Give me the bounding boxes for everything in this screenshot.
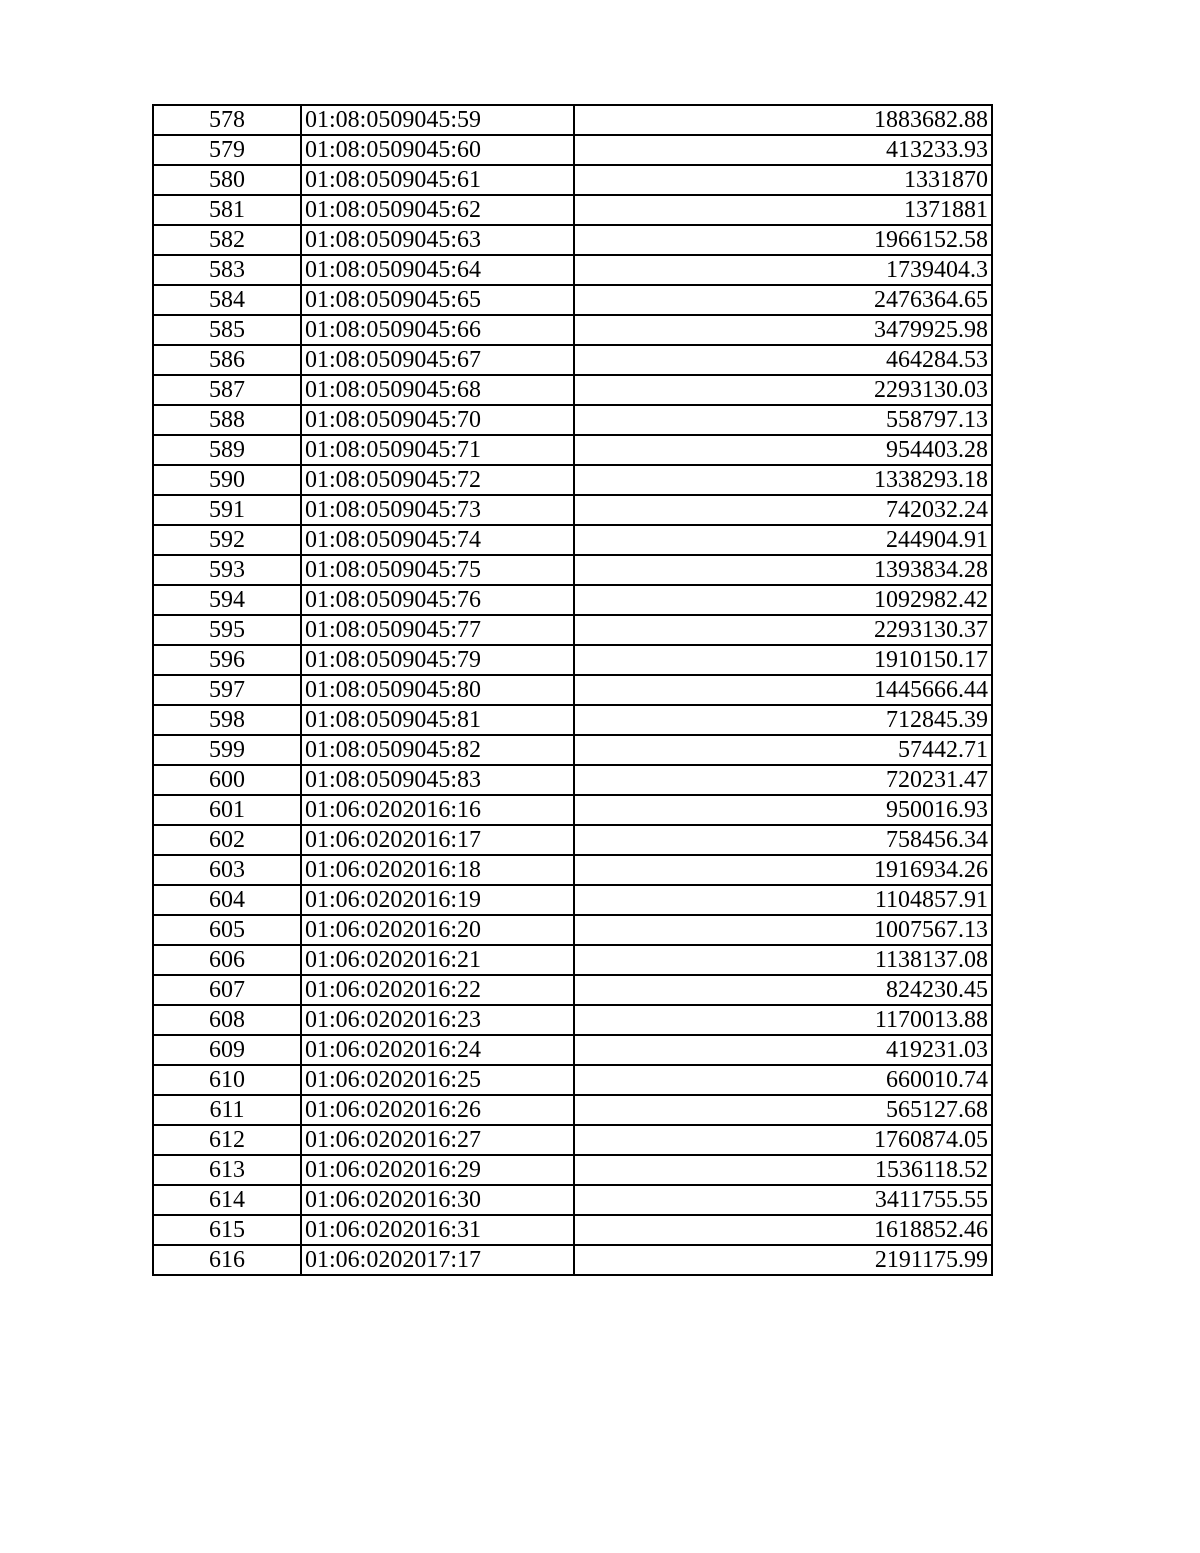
cadastral-number-cell: 01:08:0509045:65: [301, 285, 574, 315]
table-row: [153, 1035, 992, 1065]
cadastral-number-cell: 01:08:0509045:66: [301, 315, 574, 345]
table-row: [153, 615, 992, 645]
row-number-cell: 600: [153, 765, 301, 795]
row-number-cell: 602: [153, 825, 301, 855]
row-number-cell: 581: [153, 195, 301, 225]
amount-cell: 1092982.42: [574, 585, 992, 615]
row-number-cell: 586: [153, 345, 301, 375]
table-row: [153, 1005, 992, 1035]
row-number-cell: 594: [153, 585, 301, 615]
amount-cell: 413233.93: [574, 135, 992, 165]
row-number-cell: 605: [153, 915, 301, 945]
amount-cell: 2191175.99: [574, 1245, 992, 1275]
row-number-cell: 607: [153, 975, 301, 1005]
amount-cell: 3411755.55: [574, 1185, 992, 1215]
cadastral-number-cell: 01:06:0202016:22: [301, 975, 574, 1005]
table-row: [153, 1155, 992, 1185]
row-number-cell: 601: [153, 795, 301, 825]
cadastral-number-cell: 01:08:0509045:61: [301, 165, 574, 195]
cadastral-number-cell: 01:08:0509045:70: [301, 405, 574, 435]
cadastral-number-cell: 01:08:0509045:81: [301, 705, 574, 735]
table-row: [153, 765, 992, 795]
table-row: [153, 255, 992, 285]
row-number-cell: 613: [153, 1155, 301, 1185]
cadastral-number-cell: 01:06:0202016:27: [301, 1125, 574, 1155]
cadastral-number-cell: 01:06:0202017:17: [301, 1245, 574, 1275]
amount-cell: 2293130.37: [574, 615, 992, 645]
amount-cell: 660010.74: [574, 1065, 992, 1095]
cadastral-number-cell: 01:06:0202016:31: [301, 1215, 574, 1245]
amount-cell: 1536118.52: [574, 1155, 992, 1185]
cadastral-number-cell: 01:08:0509045:59: [301, 105, 574, 135]
table-row: [153, 225, 992, 255]
amount-cell: 558797.13: [574, 405, 992, 435]
table-row: [153, 885, 992, 915]
amount-cell: 1966152.58: [574, 225, 992, 255]
row-number-cell: 599: [153, 735, 301, 765]
amount-cell: 1760874.05: [574, 1125, 992, 1155]
table-row: [153, 1065, 992, 1095]
cadastral-number-cell: 01:06:0202016:21: [301, 945, 574, 975]
cadastral-number-cell: 01:06:0202016:26: [301, 1095, 574, 1125]
row-number-cell: 587: [153, 375, 301, 405]
table-row: [153, 375, 992, 405]
row-number-cell: 598: [153, 705, 301, 735]
table-row: [153, 555, 992, 585]
table-row: [153, 525, 992, 555]
cadastral-number-cell: 01:06:0202016:19: [301, 885, 574, 915]
table-row: [153, 975, 992, 1005]
row-number-cell: 603: [153, 855, 301, 885]
table-row: [153, 495, 992, 525]
amount-cell: 3479925.98: [574, 315, 992, 345]
row-number-cell: 612: [153, 1125, 301, 1155]
amount-cell: 1910150.17: [574, 645, 992, 675]
table-row: [153, 1215, 992, 1245]
cadastral-number-cell: 01:08:0509045:79: [301, 645, 574, 675]
table-row: [153, 105, 992, 135]
table-row: [153, 195, 992, 225]
row-number-cell: 590: [153, 465, 301, 495]
row-number-cell: 608: [153, 1005, 301, 1035]
row-number-cell: 589: [153, 435, 301, 465]
row-number-cell: 604: [153, 885, 301, 915]
amount-cell: 1104857.91: [574, 885, 992, 915]
cadastral-number-cell: 01:08:0509045:77: [301, 615, 574, 645]
amount-cell: 824230.45: [574, 975, 992, 1005]
cadastral-number-cell: 01:08:0509045:64: [301, 255, 574, 285]
amount-cell: 244904.91: [574, 525, 992, 555]
row-number-cell: 597: [153, 675, 301, 705]
row-number-cell: 596: [153, 645, 301, 675]
table-row: [153, 735, 992, 765]
table-row: [153, 795, 992, 825]
amount-cell: 1883682.88: [574, 105, 992, 135]
amount-cell: 1371881: [574, 195, 992, 225]
table-row: [153, 165, 992, 195]
cadastral-number-cell: 01:06:0202016:30: [301, 1185, 574, 1215]
cadastral-number-cell: 01:06:0202016:23: [301, 1005, 574, 1035]
amount-cell: 1338293.18: [574, 465, 992, 495]
cadastral-number-cell: 01:08:0509045:63: [301, 225, 574, 255]
cadastral-number-cell: 01:08:0509045:68: [301, 375, 574, 405]
row-number-cell: 595: [153, 615, 301, 645]
amount-cell: 1170013.88: [574, 1005, 992, 1035]
table-row: [153, 705, 992, 735]
row-number-cell: 580: [153, 165, 301, 195]
cadastral-number-cell: 01:08:0509045:67: [301, 345, 574, 375]
table-row: [153, 405, 992, 435]
table-row: [153, 855, 992, 885]
cadastral-number-cell: 01:08:0509045:71: [301, 435, 574, 465]
cadastral-number-cell: 01:06:0202016:29: [301, 1155, 574, 1185]
table-row: [153, 1245, 992, 1275]
table-row: [153, 1185, 992, 1215]
row-number-cell: 611: [153, 1095, 301, 1125]
table-row: [153, 285, 992, 315]
row-number-cell: 584: [153, 285, 301, 315]
table-row: [153, 345, 992, 375]
amount-cell: 758456.34: [574, 825, 992, 855]
cadastral-number-cell: 01:08:0509045:76: [301, 585, 574, 615]
cadastral-number-cell: 01:08:0509045:60: [301, 135, 574, 165]
cadastral-number-cell: 01:08:0509045:73: [301, 495, 574, 525]
amount-cell: 1138137.08: [574, 945, 992, 975]
row-number-cell: 591: [153, 495, 301, 525]
table-row: [153, 825, 992, 855]
cadastral-number-cell: 01:06:0202016:20: [301, 915, 574, 945]
table-row: [153, 1095, 992, 1125]
amount-cell: 1331870: [574, 165, 992, 195]
document-page: [152, 104, 993, 1276]
cadastral-number-cell: 01:08:0509045:80: [301, 675, 574, 705]
row-number-cell: 614: [153, 1185, 301, 1215]
amount-cell: 464284.53: [574, 345, 992, 375]
table-body: [153, 105, 992, 1275]
table-row: [153, 675, 992, 705]
table-row: [153, 645, 992, 675]
table-row: [153, 585, 992, 615]
cadastral-number-cell: 01:06:0202016:25: [301, 1065, 574, 1095]
amount-cell: 742032.24: [574, 495, 992, 525]
row-number-cell: 582: [153, 225, 301, 255]
amount-cell: 712845.39: [574, 705, 992, 735]
amount-cell: 1007567.13: [574, 915, 992, 945]
cadastral-number-cell: 01:06:0202016:24: [301, 1035, 574, 1065]
amount-cell: 57442.71: [574, 735, 992, 765]
table-row: [153, 945, 992, 975]
table-row: [153, 315, 992, 345]
row-number-cell: 615: [153, 1215, 301, 1245]
row-number-cell: 592: [153, 525, 301, 555]
amount-cell: 2293130.03: [574, 375, 992, 405]
cadastral-number-cell: 01:08:0509045:72: [301, 465, 574, 495]
row-number-cell: 616: [153, 1245, 301, 1275]
cadastral-number-cell: 01:06:0202016:17: [301, 825, 574, 855]
row-number-cell: 585: [153, 315, 301, 345]
amount-cell: 1393834.28: [574, 555, 992, 585]
cadastral-number-cell: 01:08:0509045:83: [301, 765, 574, 795]
cadastral-number-cell: 01:08:0509045:62: [301, 195, 574, 225]
amount-cell: 1445666.44: [574, 675, 992, 705]
row-number-cell: 578: [153, 105, 301, 135]
amount-cell: 419231.03: [574, 1035, 992, 1065]
row-number-cell: 579: [153, 135, 301, 165]
cadastral-number-cell: 01:08:0509045:75: [301, 555, 574, 585]
amount-cell: 954403.28: [574, 435, 992, 465]
data-table: [152, 104, 993, 1276]
row-number-cell: 609: [153, 1035, 301, 1065]
table-row: [153, 435, 992, 465]
amount-cell: 1618852.46: [574, 1215, 992, 1245]
table-row: [153, 1125, 992, 1155]
cadastral-number-cell: 01:08:0509045:82: [301, 735, 574, 765]
row-number-cell: 593: [153, 555, 301, 585]
cadastral-number-cell: 01:06:0202016:16: [301, 795, 574, 825]
table-row: [153, 465, 992, 495]
row-number-cell: 610: [153, 1065, 301, 1095]
row-number-cell: 606: [153, 945, 301, 975]
cadastral-number-cell: 01:06:0202016:18: [301, 855, 574, 885]
amount-cell: 950016.93: [574, 795, 992, 825]
amount-cell: 1739404.3: [574, 255, 992, 285]
amount-cell: 565127.68: [574, 1095, 992, 1125]
amount-cell: 1916934.26: [574, 855, 992, 885]
row-number-cell: 583: [153, 255, 301, 285]
table-row: [153, 915, 992, 945]
table-row: [153, 135, 992, 165]
amount-cell: 720231.47: [574, 765, 992, 795]
row-number-cell: 588: [153, 405, 301, 435]
amount-cell: 2476364.65: [574, 285, 992, 315]
cadastral-number-cell: 01:08:0509045:74: [301, 525, 574, 555]
